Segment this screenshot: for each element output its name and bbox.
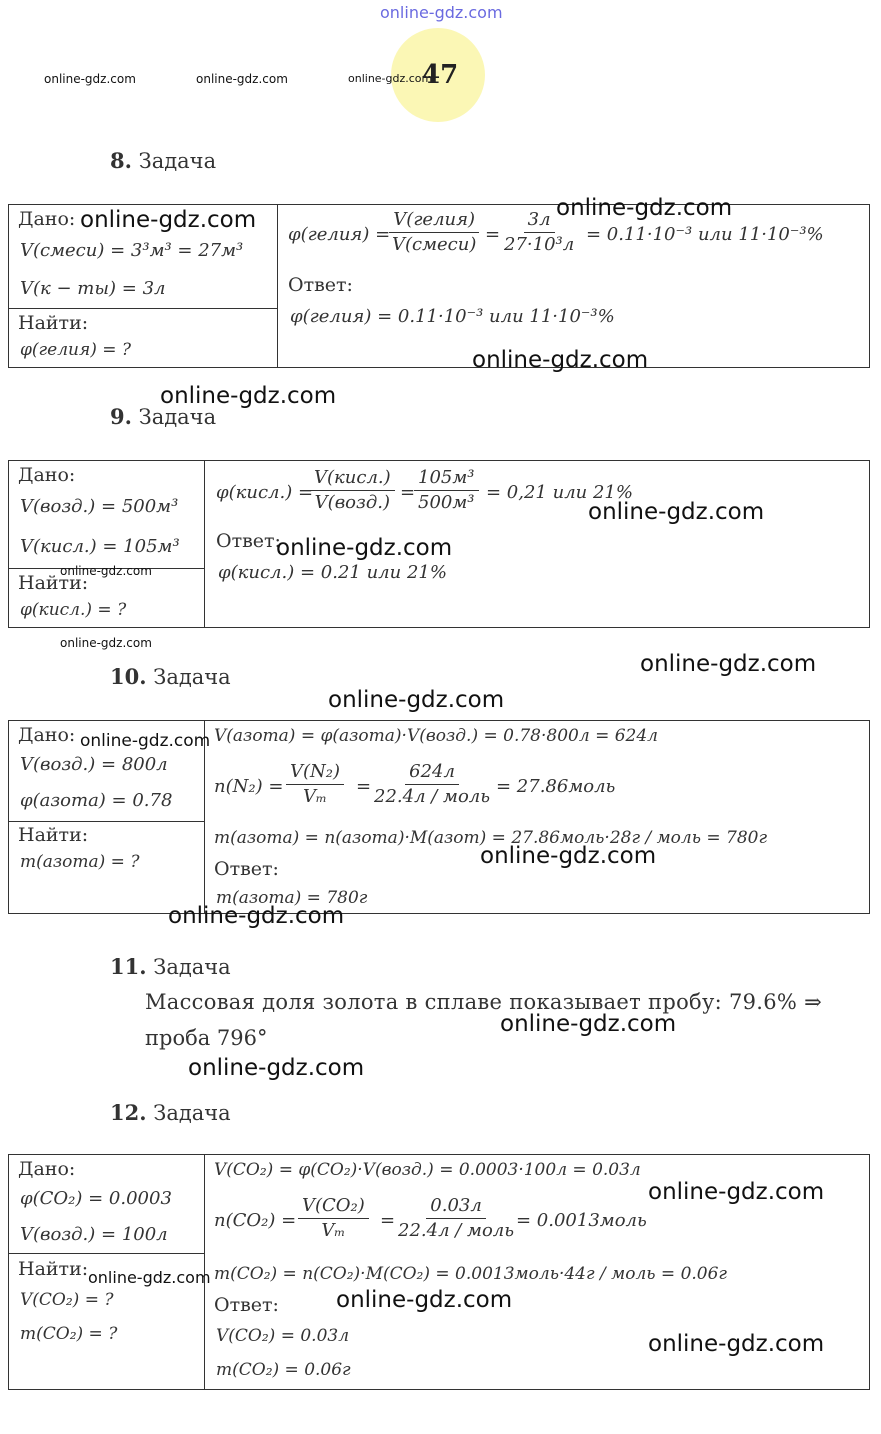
watermark: online-gdz.com: [160, 383, 337, 409]
find-value: m(азота) = ?: [20, 852, 140, 872]
given-value: V(смеси) = 3³м³ = 27м³: [20, 240, 244, 261]
fraction-denominator: V(смеси): [392, 234, 477, 255]
solution-result: = 27.86моль: [496, 776, 616, 797]
find-label: Найти:: [18, 312, 89, 334]
task-10-heading: [110, 664, 231, 689]
watermark: online-gdz.com: [60, 636, 152, 650]
watermark: online-gdz.com: [196, 72, 288, 86]
task-11-heading: [110, 954, 231, 979]
equals-sign: =: [400, 482, 416, 503]
watermark: online-gdz.com: [480, 843, 657, 869]
find-label: Найти:: [18, 824, 89, 846]
find-value: φ(кисл.) = ?: [20, 600, 127, 620]
solution-result: = 0,21 или 21%: [486, 482, 633, 503]
watermark: online-gdz.com: [88, 1268, 211, 1287]
answer-value: φ(кисл.) = 0.21 или 21%: [218, 562, 447, 583]
watermark: online-gdz.com: [348, 72, 433, 85]
task-12-heading: [110, 1100, 231, 1125]
solution-result: = 0.11·10⁻³ или 11·10⁻³%: [586, 224, 824, 245]
given-value: V(возд.) = 500м³: [20, 496, 179, 517]
solution-line: V(азота) = φ(азота)·V(возд.) = 0.78·800л = 624л: [214, 726, 658, 746]
equals-sign: =: [380, 1210, 396, 1231]
given-value: V(кисл.) = 105м³: [20, 536, 180, 557]
fraction: [388, 208, 480, 257]
fraction-numerator: 0.03л: [426, 1194, 486, 1219]
watermark: online-gdz.com: [80, 731, 211, 751]
watermark: online-gdz.com: [188, 1055, 365, 1081]
fraction-denominator: V(возд.): [314, 492, 390, 513]
solution-line: m(CO₂) = n(CO₂)·M(CO₂) = 0.0013моль·44г / моль = 0.06г: [214, 1264, 728, 1284]
fraction-numerator: 105м³: [414, 466, 479, 491]
watermark: online-gdz.com: [336, 1287, 513, 1313]
fraction: [394, 1194, 518, 1243]
given-value: V(возд.) = 800л: [20, 754, 168, 775]
task-11-text-line: проба 796°: [145, 1026, 268, 1050]
fraction: [286, 760, 344, 809]
watermark: online-gdz.com: [648, 1179, 825, 1205]
watermark: online-gdz.com: [276, 535, 453, 561]
fraction: [414, 466, 479, 515]
fraction-denominator: 500м³: [418, 492, 475, 513]
answer-label: Ответ:: [214, 1294, 279, 1316]
fraction: [370, 760, 494, 809]
task-8-label: Задача: [138, 149, 217, 173]
fraction: [298, 1194, 369, 1243]
given-label: Дано:: [18, 724, 76, 746]
fraction-numerator: V(CO₂): [298, 1194, 369, 1219]
given-label: Дано:: [18, 208, 76, 230]
watermark: online-gdz.com: [556, 195, 733, 221]
fraction-numerator: V(гелия): [389, 208, 479, 233]
watermark: online-gdz.com: [168, 903, 345, 929]
fraction-denominator: 22.4л / моль: [374, 786, 491, 807]
fraction: [310, 466, 395, 515]
task-11-label: Задача: [153, 955, 231, 979]
given-value: V(возд.) = 100л: [20, 1224, 168, 1245]
task-8-number: 8.: [110, 148, 132, 173]
find-label: Найти:: [18, 572, 89, 594]
answer-label: Ответ:: [288, 274, 353, 296]
watermark: online-gdz.com: [648, 1331, 825, 1357]
watermark: online-gdz.com: [328, 687, 505, 713]
solution-lhs: n(N₂) =: [214, 776, 284, 797]
fraction-numerator: 3л: [524, 208, 555, 233]
answer-value: φ(гелия) = 0.11·10⁻³ или 11·10⁻³%: [290, 306, 615, 327]
task-11-text-line: Массовая доля золота в сплаве показывает пробу: 79.6% ⇒: [145, 990, 823, 1014]
equals-sign: =: [356, 776, 372, 797]
answer-value: V(CO₂) = 0.03л: [216, 1326, 350, 1346]
watermark: online-gdz.com: [60, 564, 152, 578]
watermark: online-gdz.com: [472, 347, 649, 373]
watermark-top: online-gdz.com: [380, 3, 503, 22]
find-label: Найти:: [18, 1258, 89, 1280]
watermark: online-gdz.com: [640, 651, 817, 677]
answer-value: m(азота) = 780г: [216, 888, 368, 908]
task-10-label: Задача: [153, 665, 231, 689]
fraction-denominator: 27·10³л: [504, 234, 575, 255]
fraction-denominator: Vₘ: [321, 1220, 346, 1241]
task-11-number: 11.: [110, 954, 147, 979]
task-12-label: Задача: [153, 1101, 231, 1125]
solution-line: m(азота) = n(азота)·M(азот) = 27.86моль·28г / моль = 780г: [214, 828, 768, 848]
task-10-number: 10.: [110, 664, 147, 689]
solution-lhs: φ(гелия) =: [288, 224, 391, 245]
answer-label: Ответ:: [214, 858, 279, 880]
watermark: online-gdz.com: [500, 1011, 677, 1037]
task-12-number: 12.: [110, 1100, 147, 1125]
given-value: V(к − ты) = 3л: [20, 278, 166, 299]
find-value: φ(гелия) = ?: [20, 340, 132, 360]
given-value: φ(CO₂) = 0.0003: [20, 1188, 172, 1209]
answer-value: m(CO₂) = 0.06г: [216, 1360, 351, 1380]
task-9-number: 9.: [110, 404, 132, 429]
answer-label: Ответ:: [216, 530, 281, 552]
fraction-numerator: V(N₂): [286, 760, 344, 785]
find-value: V(CO₂) = ?: [20, 1290, 114, 1310]
solution-line: V(CO₂) = φ(CO₂)·V(возд.) = 0.0003·100л = 0.03л: [214, 1160, 641, 1180]
fraction-numerator: 624л: [405, 760, 459, 785]
watermark: online-gdz.com: [44, 72, 136, 86]
fraction-denominator: 22.4л / моль: [398, 1220, 515, 1241]
given-value: φ(азота) = 0.78: [20, 790, 173, 811]
watermark: online-gdz.com: [588, 499, 765, 525]
solution-lhs: φ(кисл.) =: [216, 482, 314, 503]
page-number: 47: [422, 60, 459, 90]
solution-lhs: n(CO₂) =: [214, 1210, 297, 1231]
fraction-denominator: Vₘ: [302, 786, 328, 807]
task-9-label: Задача: [138, 405, 217, 429]
watermark: online-gdz.com: [80, 207, 257, 233]
given-label: Дано:: [18, 1158, 76, 1180]
given-label: Дано:: [18, 464, 76, 486]
task-8-heading: [110, 148, 216, 173]
solution-result: = 0.0013моль: [516, 1210, 647, 1231]
task-9-heading: [110, 404, 216, 429]
equals-sign: =: [485, 224, 501, 245]
fraction-numerator: V(кисл.): [310, 466, 395, 491]
find-value: m(CO₂) = ?: [20, 1324, 118, 1344]
